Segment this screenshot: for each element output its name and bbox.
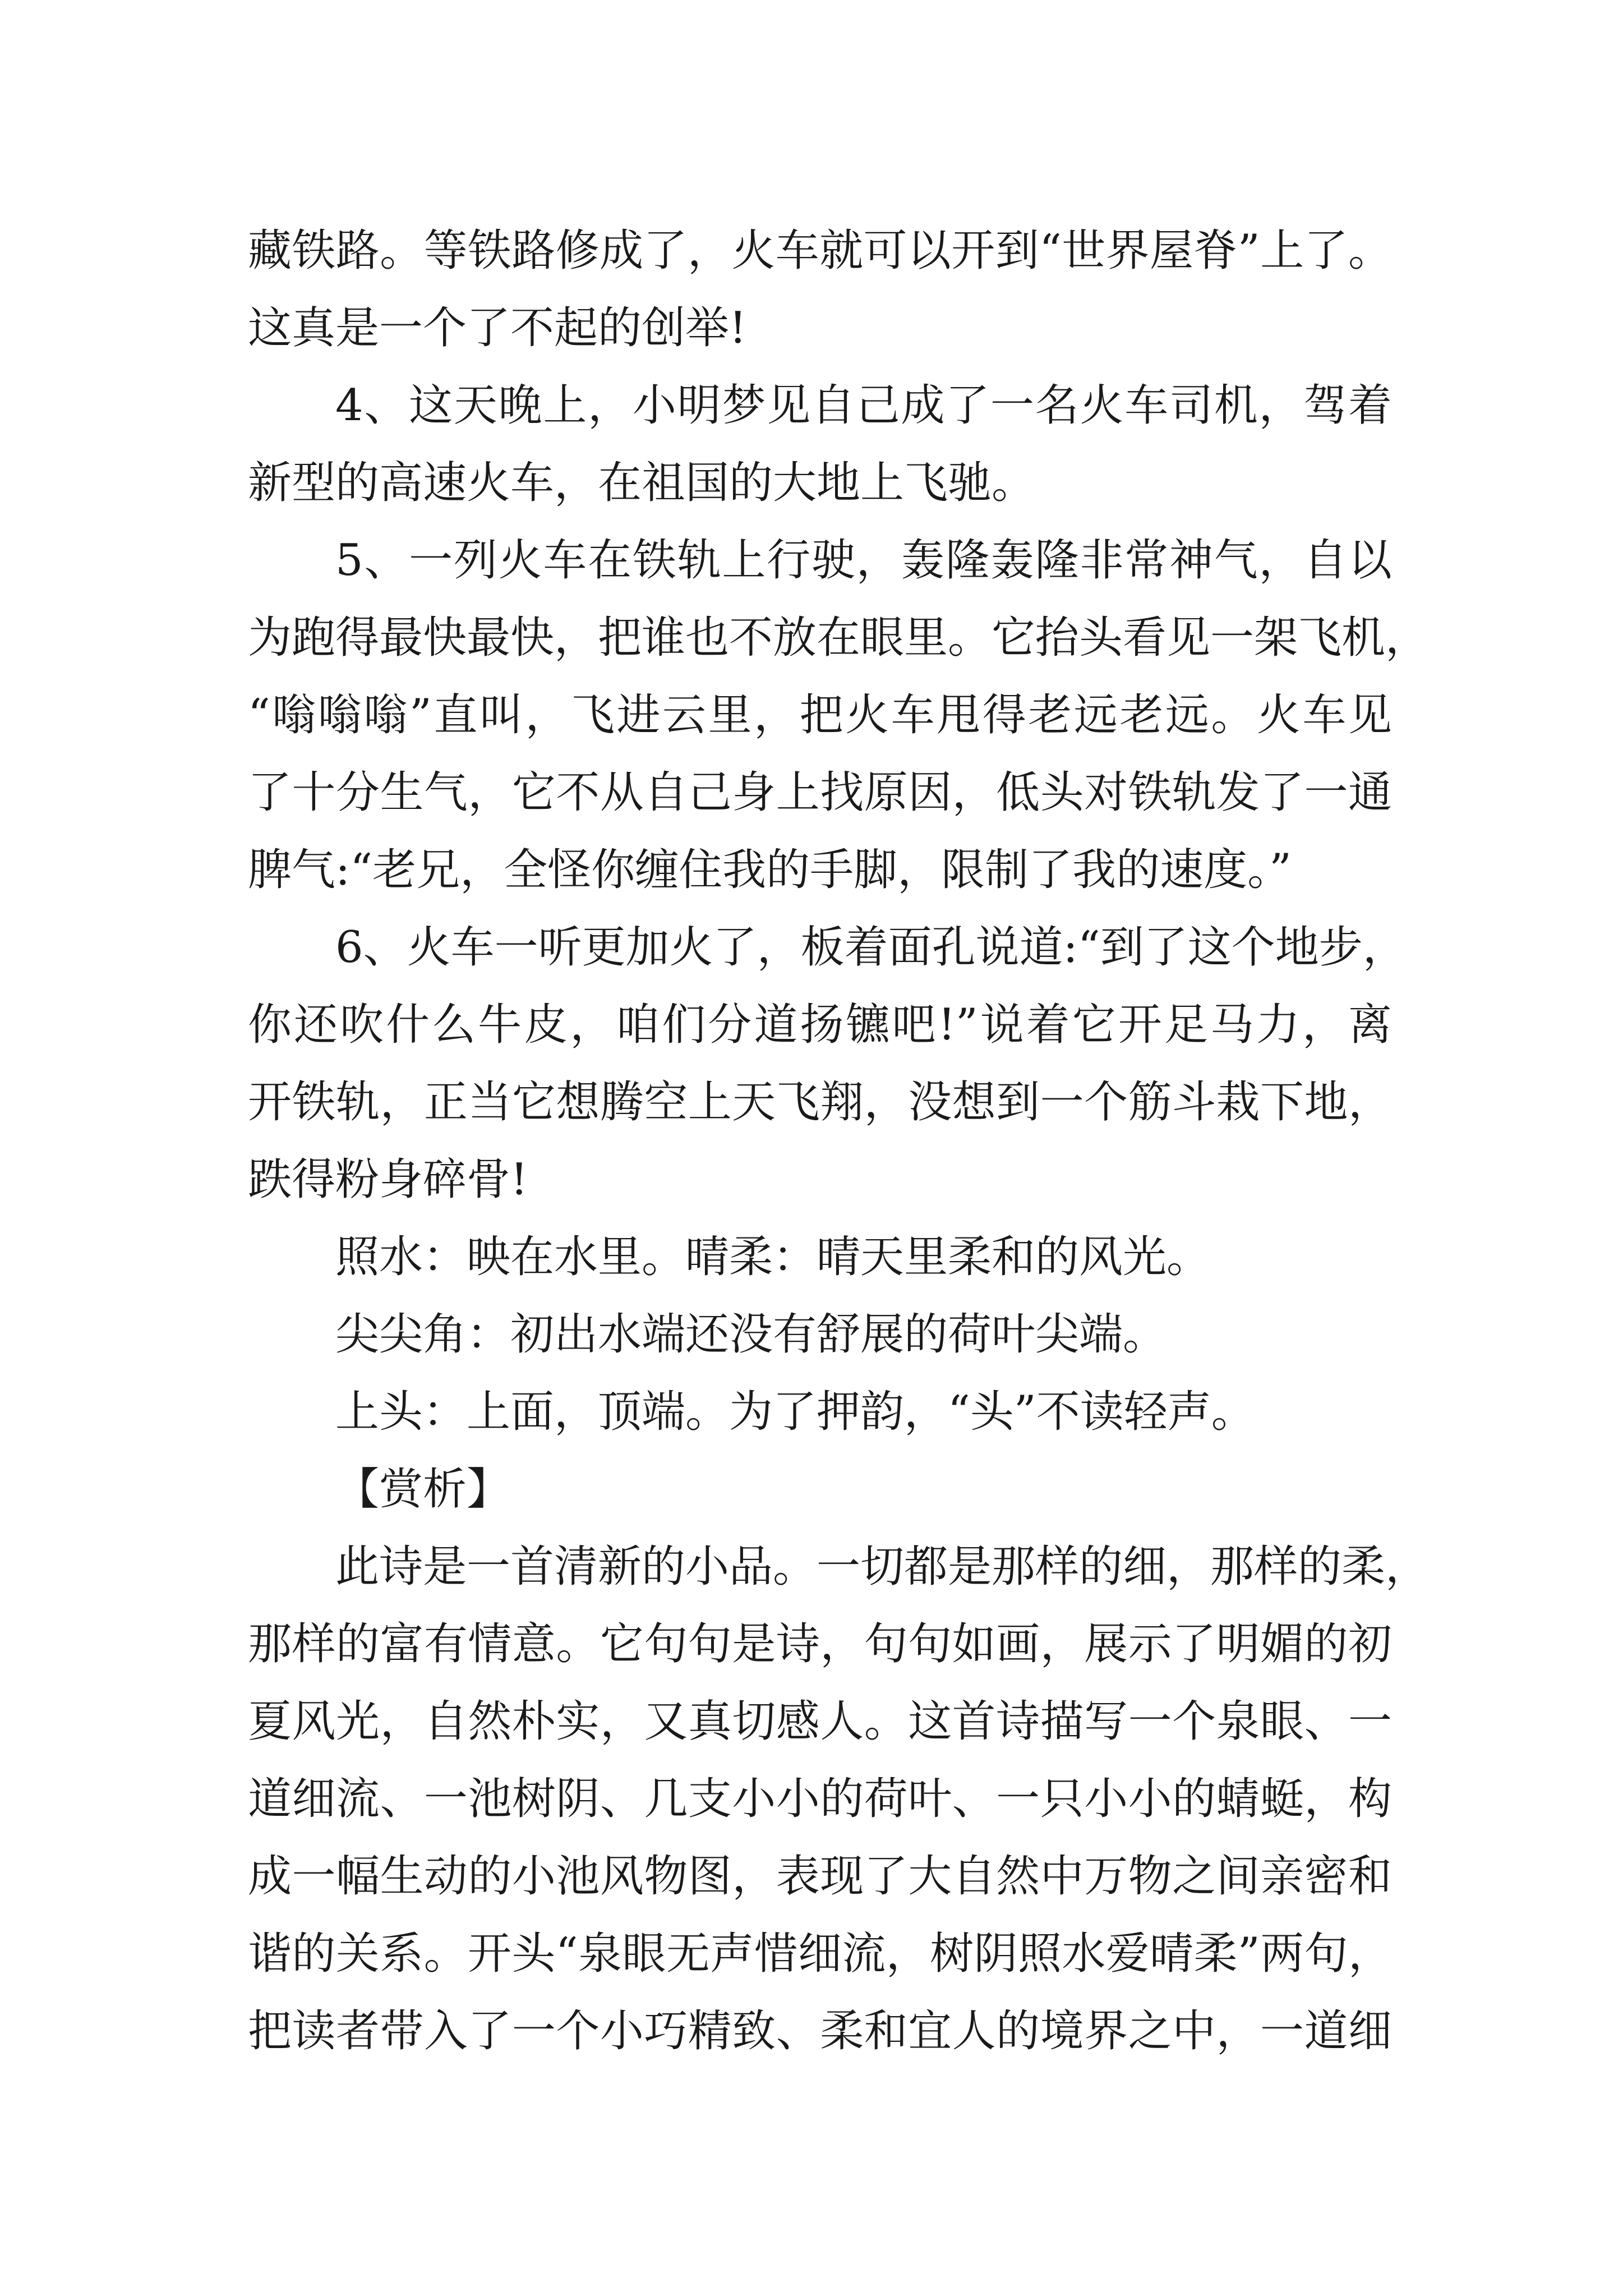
section-heading: 【赏析】 (335, 1464, 511, 1515)
paragraph-line: 4、这天晚上，小明梦见自己成了一名火车司机，驾着 (335, 380, 1392, 431)
text-line: 你还吹什么牛皮，咱们分道扬镳吧!”说着它开足马力，离 (248, 1000, 1392, 1050)
text-line: 把读者带入了一个小巧精致、柔和宜人的境界之中，一道细 (248, 2006, 1392, 2056)
text-line: 开铁轨，正当它想腾空上天飞翔，没想到一个筋斗栽下地， (248, 1077, 1392, 1128)
text-line: 为跑得最快最快，把谁也不放在眼里。它抬头看见一架飞机， (248, 613, 1430, 663)
text-line: 道细流、一池树阴、几支小小的荷叶、一只小小的蜻蜓，构 (248, 1774, 1392, 1824)
text-line: 藏铁路。等铁路修成了，火车就可以开到“世界屋脊”上了。 (248, 226, 1392, 276)
document-body (248, 212, 1430, 2070)
paragraph-line: 6、火车一听更加火了，板着面孔说道:“到了这个地步， (335, 922, 1407, 973)
text-line: 谐的关系。开头“泉眼无声惜细流，树阴照水爱晴柔”两句， (248, 1929, 1392, 1979)
text-line: 成一幅生动的小池风物图，表现了大自然中万物之间亲密和 (248, 1851, 1392, 1902)
text-line: 那样的富有情意。它句句是诗，句句如画，展示了明媚的初 (248, 1619, 1392, 1669)
annotation-line: 尖尖角：初出水端还没有舒展的荷叶尖端。 (335, 1309, 1167, 1360)
annotation-line: 上头：上面，顶端。为了押韵，“头”不读轻声。 (335, 1387, 1255, 1437)
annotation-line: 照水：映在水里。晴柔：晴天里柔和的风光。 (335, 1232, 1211, 1282)
text-line: 新型的高速火车，在祖国的大地上飞驰。 (248, 458, 1036, 508)
paragraph-line: 此诗是一首清新的小品。一切都是那样的细，那样的柔， (335, 1542, 1430, 1592)
text-line: 跌得粉身碎骨! (248, 1154, 528, 1205)
text-line: 这真是一个了不起的创举! (248, 303, 747, 353)
text-line: 夏风光，自然朴实，又真切感人。这首诗描写一个泉眼、一 (248, 1696, 1392, 1747)
text-line: 了十分生气，它不从自己身上找原因，低头对铁轨发了一通 (248, 767, 1392, 818)
text-line: “嗡嗡嗡”直叫，飞进云里，把火车甩得老远老远。火车见 (248, 690, 1392, 740)
text-line: 脾气:“老兄，全怪你缠住我的手脚，限制了我的速度。” (248, 845, 1292, 895)
paragraph-line: 5、一列火车在铁轨上行驶，轰隆轰隆非常神气，自以 (335, 535, 1392, 586)
